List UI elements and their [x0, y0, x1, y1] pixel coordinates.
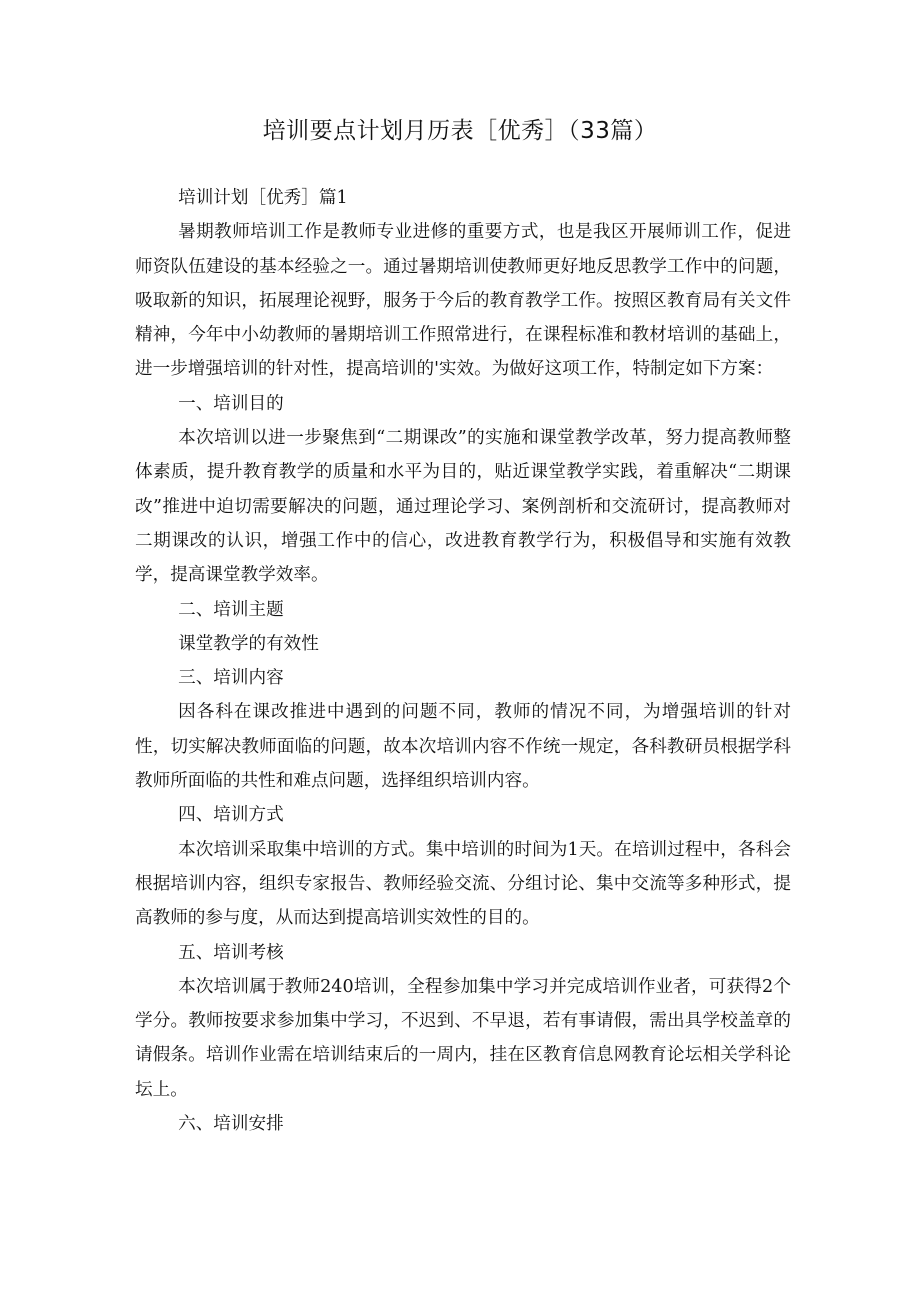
- paragraph-training-purpose: 本次培训以进一步聚焦到“二期课改”的实施和课堂教学改革，努力提高教师整体素质，提升教育教学的质量和水平为目的，贴近课堂教学实践，着重解决“二期课改”推进中迫切需要解决的问题，通过理论学习、案例剖析和交流研讨，提高教师对二期课改的认识，增强工作中的信心，改进教育教学行为，积极倡导和实施有效教学，提高课堂教学效率。: [135, 428, 791, 586]
- heading-training-content: 三、培训内容: [178, 668, 284, 689]
- heading-training-assessment: 五、培训考核: [178, 942, 284, 963]
- heading-training-arrangement: 六、培训安排: [178, 1114, 284, 1135]
- heading-training-method: 四、培训方式: [178, 805, 284, 826]
- section-heading-plan-1: 培训计划［优秀］篇1: [178, 188, 348, 208]
- heading-training-theme: 二、培训主题: [178, 599, 284, 620]
- heading-training-purpose: 一、培训目的: [178, 393, 284, 414]
- paragraph-training-content: 因各科在课改推进中遇到的问题不同，教师的情况不同，为增强培训的针对性，切实解决教师面临的问题，故本次培训内容不作统一规定，各科教研员根据学科教师所面临的共性和难点问题，选择组织培训内容。: [135, 702, 791, 792]
- paragraph-training-theme: 课堂教学的有效性: [178, 633, 319, 654]
- intro-paragraph: 暑期教师培训工作是教师专业进修的重要方式，也是我区开展师训工作，促进师资队伍建设的基本经验之一。通过暑期培训使教师更好地反思教学工作中的问题，吸取新的知识，拓展理论视野，服务于今后的教育教学工作。按照区教育局有关文件精神，今年中小幼教师的暑期培训工作照常进行，在课程标准和教材培训的基础上，进一步增强培训的针对性，提高培训的'实效。为做好这项工作，特制定如下方案：: [135, 222, 791, 380]
- paragraph-training-method: 本次培训采取集中培训的方式。集中培训的时间为1天。在培训过程中，各科会根据培训内容，组织专家报告、教师经验交流、分组讨论、集中交流等多种形式，提高教师的参与度，从而达到提高培训实效性的目的。: [135, 839, 791, 929]
- document-title: 培训要点计划月历表［优秀］（33篇）: [262, 118, 658, 144]
- document-body: [135, 181, 791, 1141]
- paragraph-training-assessment: 本次培训属于教师240培训，全程参加集中学习并完成培训作业者，可获得2个学分。教师按要求参加集中学习，不迟到、不早退，若有事请假，需出具学校盖章的请假条。培训作业需在培训结束后的一周内，挂在区教育信息网教育论坛相关学科论坛上。: [135, 976, 791, 1100]
